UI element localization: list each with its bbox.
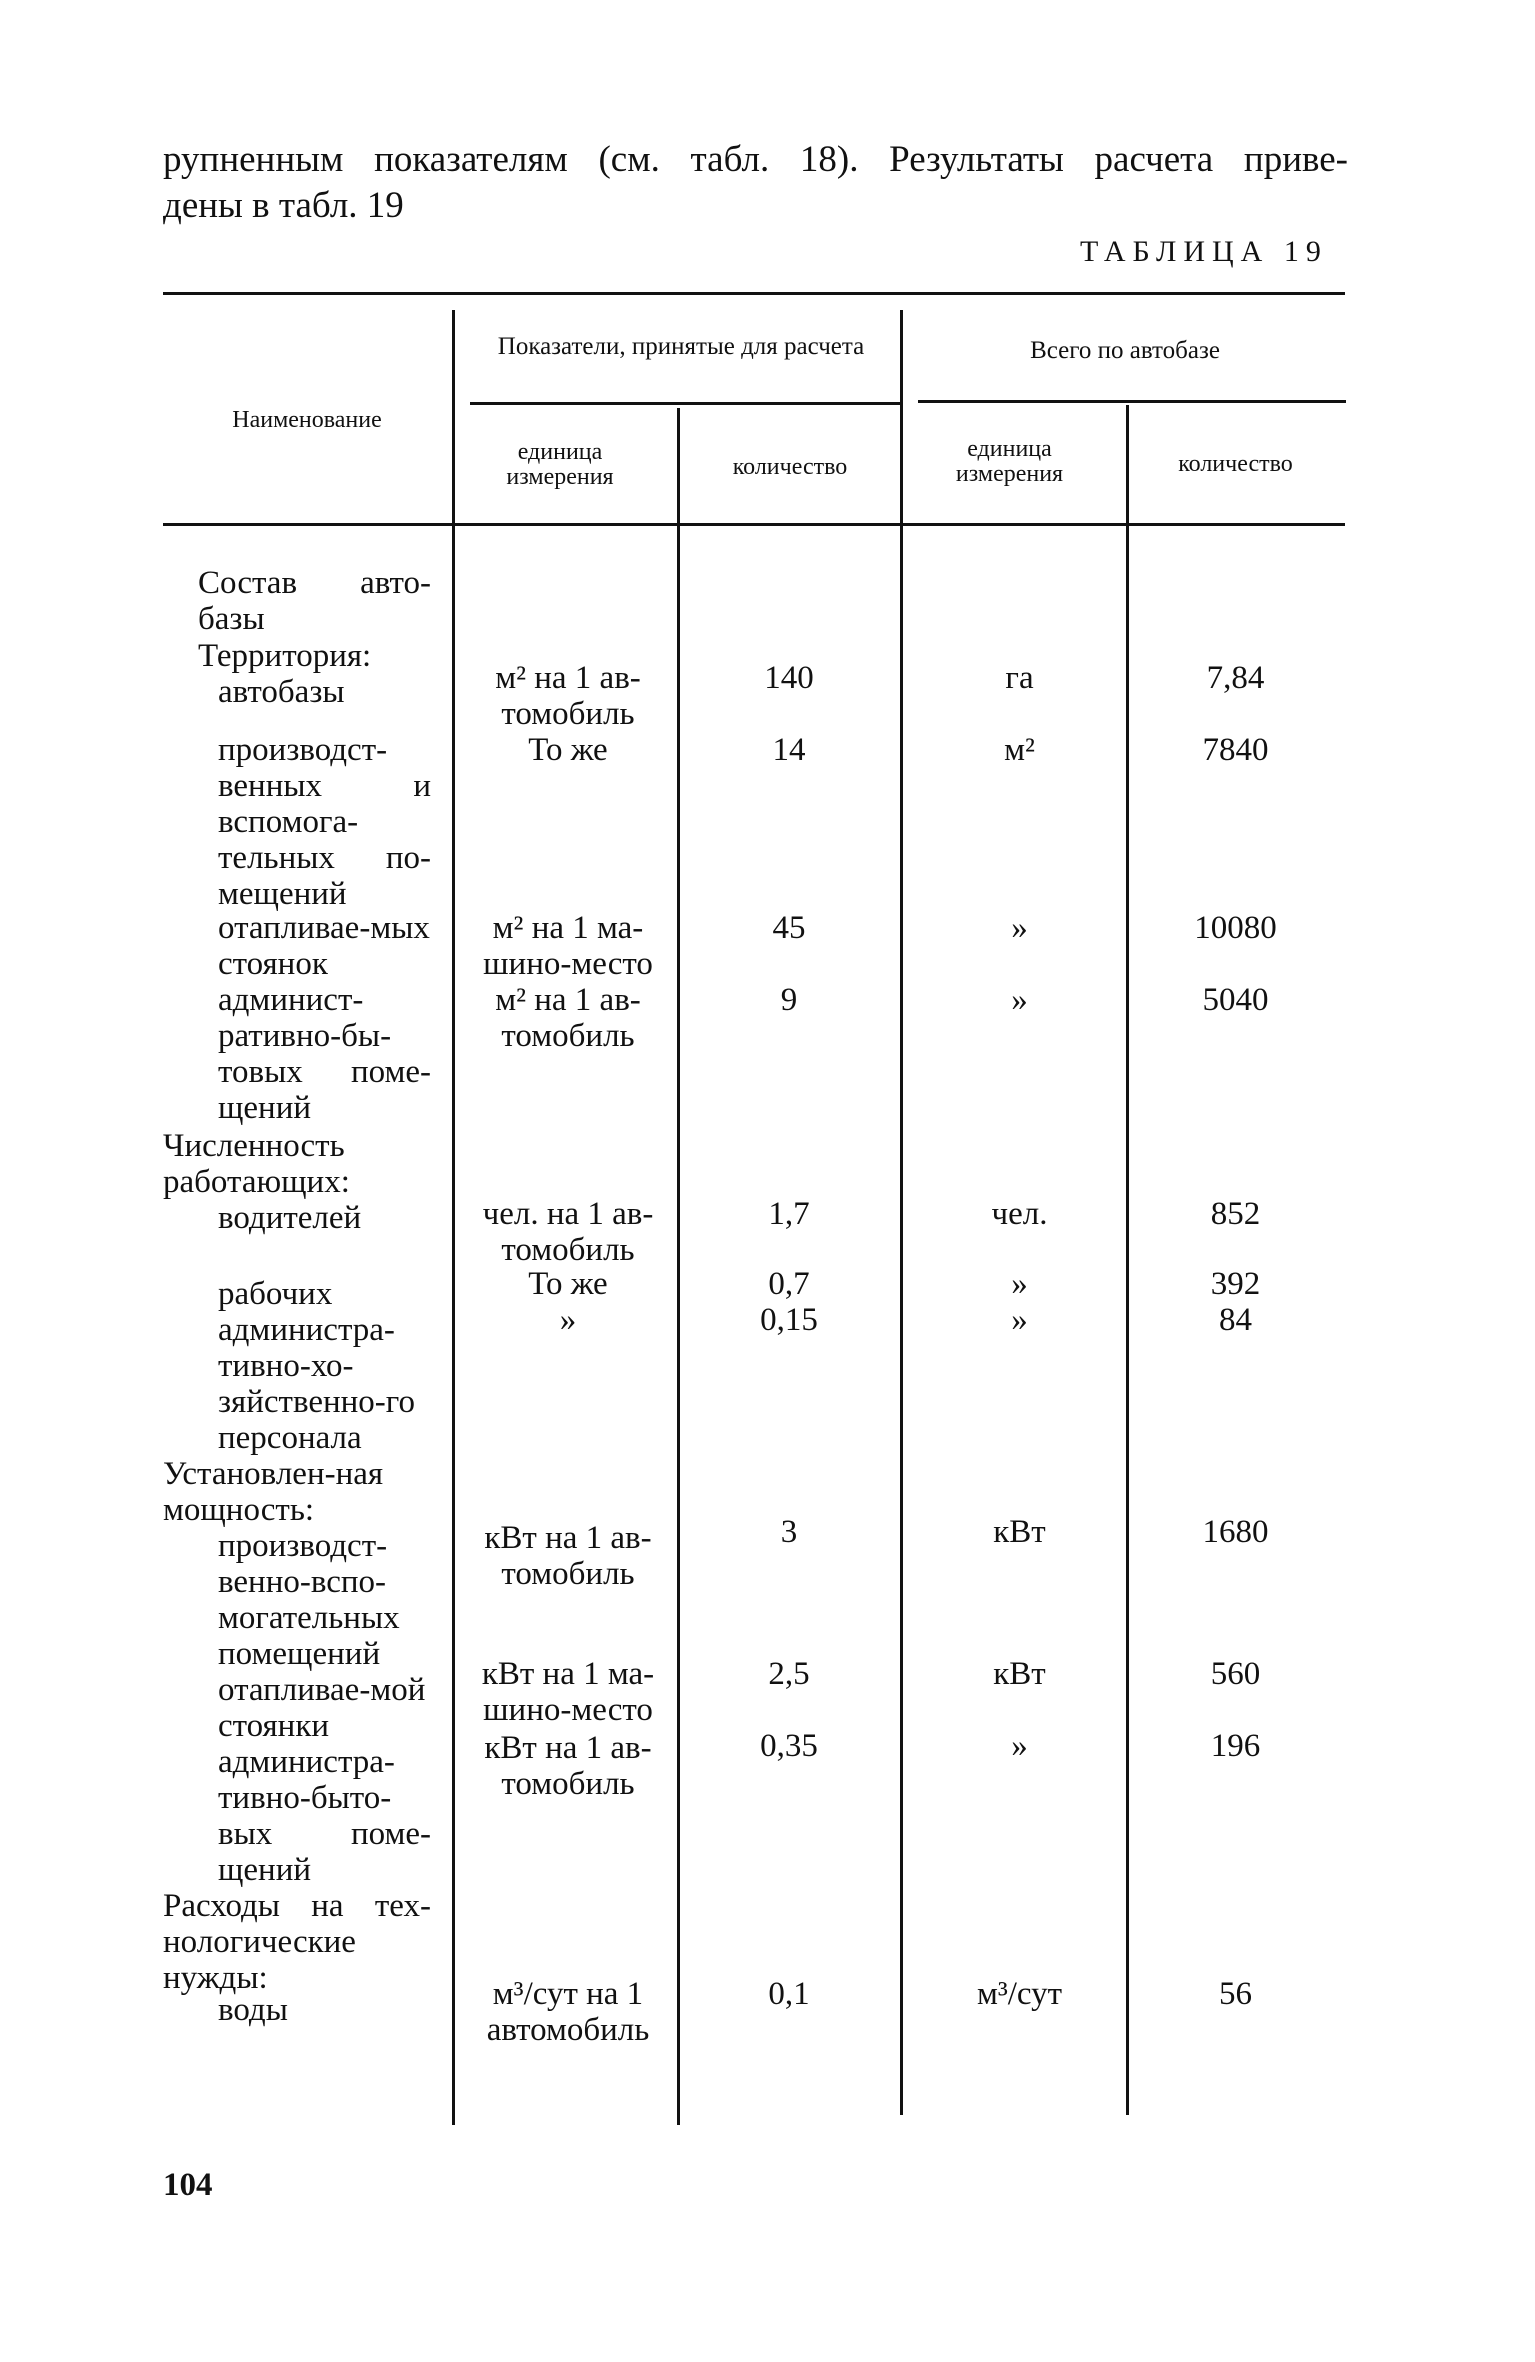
row-name: производст-венно-вспо-могательных помещений — [218, 1528, 400, 1672]
row-total-qty: 5040 — [1202, 982, 1269, 1018]
header-unit: единица измерения — [506, 439, 614, 490]
row-unit: » — [559, 1302, 577, 1338]
row-total-qty: 392 — [1210, 1266, 1261, 1302]
row-qty: 14 — [772, 732, 806, 768]
row-total-qty: 560 — [1210, 1656, 1261, 1692]
row-qty: 2,5 — [768, 1656, 810, 1692]
row-qty: 0,7 — [768, 1266, 810, 1302]
row-total-qty: 7,84 — [1206, 660, 1265, 696]
row-qty: 140 — [764, 660, 814, 696]
row-name: производст-венных и вспомога-тельных по-мещений — [218, 732, 431, 912]
row-unit: То же — [528, 1266, 608, 1302]
row-name: отапливае-мых стоянок — [218, 910, 430, 982]
row-total-qty: 196 — [1210, 1728, 1261, 1764]
row-name: администра-тивно-хо-зяйственно-го персонала — [218, 1312, 416, 1456]
row-total-unit: га — [1005, 660, 1034, 696]
header-total-unit: единица измерения — [955, 436, 1064, 487]
table-top-rule — [163, 292, 1345, 295]
row-name: Состав авто-базы — [198, 565, 431, 637]
row-unit: кВт на 1 ав-томобиль — [484, 1520, 652, 1592]
header-indicators: Показатели, принятые для расчета — [497, 333, 865, 360]
row-unit: м² на 1 ав-томобиль — [495, 660, 641, 732]
row-name: Установлен-ная мощность: — [163, 1456, 384, 1528]
row-name: водителей — [218, 1200, 362, 1236]
header-name: Наименование — [232, 407, 382, 433]
header-qty: количество — [732, 454, 848, 480]
col-divider-3 — [900, 310, 903, 2115]
row-unit: кВт на 1 ав-томобиль — [484, 1730, 652, 1802]
row-total-unit: » — [1011, 982, 1028, 1018]
header-bottom-rule — [163, 523, 1345, 526]
row-qty: 3 — [780, 1514, 798, 1550]
row-name: Численность работающих: — [163, 1128, 350, 1200]
row-total-qty: 56 — [1219, 1976, 1252, 2012]
header-total: Всего по автобазе — [1030, 337, 1220, 364]
row-unit: кВт на 1 ма-шино-место — [481, 1656, 655, 1728]
row-unit: То же — [528, 732, 608, 768]
row-unit: м² на 1 ав-томобиль — [495, 982, 641, 1054]
intro-line-2: дены в табл. 19 — [163, 185, 404, 226]
row-total-qty: 10080 — [1194, 910, 1277, 946]
row-qty: 0,1 — [768, 1976, 810, 2012]
row-total-unit: » — [1011, 910, 1028, 946]
row-unit: м² на 1 ма-шино-место — [483, 910, 653, 982]
header-total-qty: количество — [1178, 451, 1293, 477]
total-subheader-rule — [918, 400, 1346, 403]
table-caption: ТАБЛИЦА 19 — [1080, 235, 1328, 268]
page-number: 104 — [163, 2167, 213, 2203]
row-unit: м³/сут на 1 автомобиль — [486, 1976, 650, 2048]
col-divider-1 — [452, 310, 455, 2125]
row-total-qty: 852 — [1210, 1196, 1261, 1232]
intro-line-1: рупненным показателям (см. табл. 18). Результаты расчета приве- — [163, 139, 1348, 180]
row-name: администра-тивно-быто-вых поме-щений — [218, 1744, 431, 1888]
row-total-unit: » — [1011, 1302, 1028, 1338]
row-total-unit: чел. — [991, 1196, 1048, 1232]
row-name: Расходы на тех-нологические нужды: — [163, 1888, 431, 1996]
row-name: воды — [218, 1992, 288, 2028]
row-qty: 0,15 — [760, 1302, 818, 1338]
row-total-unit: кВт — [993, 1514, 1046, 1550]
row-total-qty: 1680 — [1202, 1514, 1269, 1550]
row-total-unit: кВт — [993, 1656, 1046, 1692]
row-total-unit: м² — [1004, 732, 1035, 768]
row-name: админист-ративно-бы-товых поме-щений — [218, 982, 431, 1126]
row-name: отапливае-мой стоянки — [218, 1672, 426, 1744]
row-qty: 1,7 — [768, 1196, 810, 1232]
row-unit: чел. на 1 ав-томобиль — [482, 1196, 654, 1268]
row-total-unit: м³/сут — [976, 1976, 1063, 2012]
row-total-unit: » — [1011, 1728, 1028, 1764]
row-total-qty: 84 — [1219, 1302, 1252, 1338]
row-name: автобазы — [218, 674, 345, 710]
row-qty: 0,35 — [760, 1728, 818, 1764]
row-total-unit: » — [1011, 1266, 1028, 1302]
indicators-subheader-rule — [470, 402, 900, 405]
row-total-qty: 7840 — [1202, 732, 1269, 768]
row-name: рабочих — [218, 1276, 333, 1312]
row-qty: 9 — [780, 982, 798, 1018]
row-qty: 45 — [772, 910, 806, 946]
row-name: Территория: — [198, 638, 372, 674]
